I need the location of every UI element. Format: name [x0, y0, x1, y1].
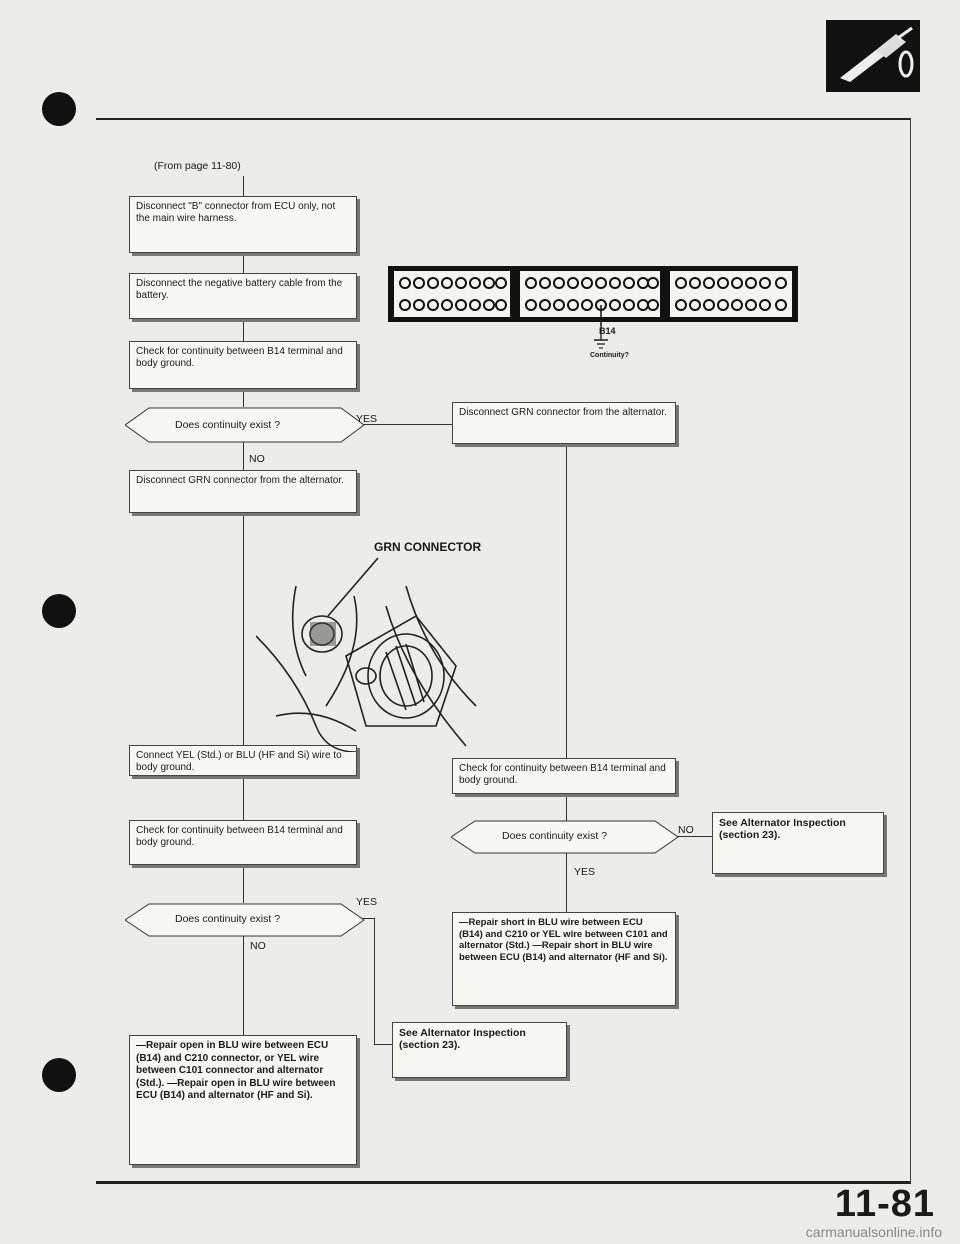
- pin-b14-label: B14: [599, 326, 616, 336]
- step-disconnect-battery: Disconnect the negative battery cable from the battery.: [129, 273, 357, 319]
- step-check-continuity-right: Check for continuity between B14 terminal and body ground.: [452, 758, 676, 794]
- flow-line: [374, 918, 375, 1044]
- flow-line: [243, 865, 244, 903]
- step-check-continuity-1: Check for continuity between B14 terminal and body ground.: [129, 341, 357, 389]
- punch-hole-bottom: [42, 1058, 76, 1092]
- page-number: 11-81: [834, 1183, 935, 1225]
- punch-hole-middle: [42, 594, 76, 628]
- punch-hole-top: [42, 92, 76, 126]
- flow-line: [243, 513, 244, 745]
- watermark: carmanualsonline.info: [805, 1224, 942, 1240]
- flow-line: [243, 389, 244, 407]
- step-repair-short: —Repair short in BLU wire between ECU (B14) and C210 or YEL wire between C101 and alternator (Std.) —Repair short in BLU wire between ECU (B14) and alternator (HF and Si).: [452, 912, 676, 1006]
- tester-probe-icon: [826, 20, 920, 92]
- flow-line: [566, 850, 567, 912]
- decision-3-text: Does continuity exist ?: [175, 913, 281, 925]
- from-page-label: (From page 11-80): [154, 160, 241, 172]
- no-label-1: NO: [249, 453, 265, 465]
- flow-line: [243, 319, 244, 341]
- no-label-2: NO: [250, 940, 266, 952]
- step-repair-open: —Repair open in BLU wire between ECU (B14) and C210 connector, or YEL wire between C101 connector and alternator (Std.). —Repair open in BLU wire between ECU (B14) and alternator (HF and Si).: [129, 1035, 357, 1165]
- decision-2-text: Does continuity exist ?: [502, 830, 608, 842]
- decision-1-text: Does continuity exist ?: [175, 419, 281, 431]
- ecu-connector-diagram: [388, 266, 798, 326]
- continuity-label: Continuity?: [590, 352, 629, 359]
- step-see-alternator-2: See Alternator Inspection (section 23).: [392, 1022, 567, 1078]
- step-disconnect-grn-left: Disconnect GRN connector from the alternator.: [129, 470, 357, 513]
- flow-line: [243, 776, 244, 820]
- step-disconnect-grn-right: Disconnect GRN connector from the alternator.: [452, 402, 676, 444]
- flow-line: [243, 935, 244, 1035]
- flow-line: [566, 444, 567, 758]
- flow-line: [374, 1044, 392, 1045]
- no-label-3: NO: [678, 824, 694, 836]
- step-check-continuity-left: Check for continuity between B14 terminal and body ground.: [129, 820, 357, 865]
- step-connect-yel-wire: Connect YEL (Std.) or BLU (HF and Si) wire to body ground.: [129, 745, 357, 776]
- alternator-illustration: [256, 556, 496, 752]
- yes-label-2: YES: [356, 896, 378, 908]
- step-disconnect-b-connector: Disconnect "B" connector from ECU only, not the main wire harness.: [129, 196, 357, 253]
- flow-line: [677, 836, 712, 837]
- flow-line: [243, 253, 244, 273]
- yes-label-1: YES: [356, 413, 378, 425]
- grn-connector-label: GRN CONNECTOR: [374, 540, 482, 554]
- flow-line: [243, 176, 244, 196]
- yes-label-3: YES: [574, 866, 596, 878]
- flow-line: [243, 440, 244, 470]
- step-see-alternator-1: See Alternator Inspection (section 23).: [712, 812, 884, 874]
